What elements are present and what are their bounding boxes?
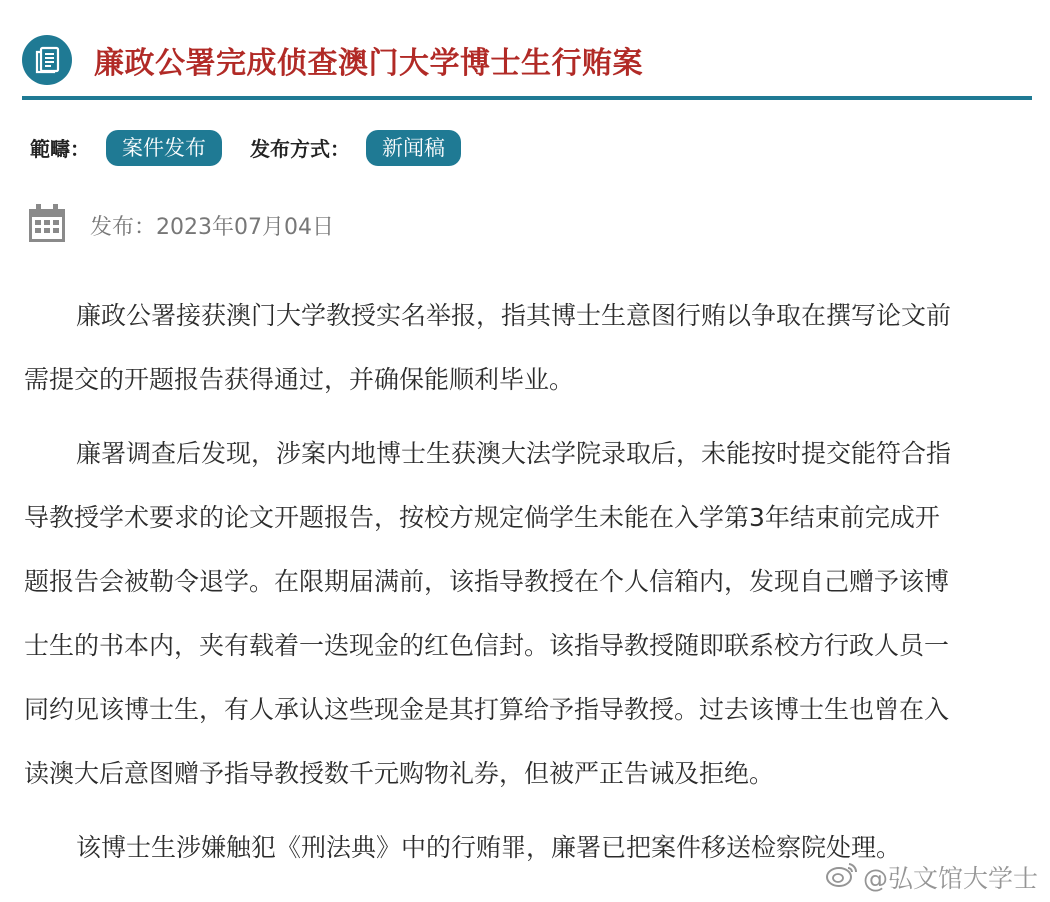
paragraph (24, 422, 1034, 806)
publish-method-tag[interactable]: 新闻稿 (366, 130, 461, 166)
paragraph-line: 廉署调查后发现，涉案内地博士生获澳大法学院录取后，未能按时提交能符合指 (76, 439, 952, 468)
document-icon (22, 35, 72, 85)
publish-method-label: 发布方式： (250, 137, 350, 161)
watermark-text: @弘文馆大学士 (862, 864, 1038, 893)
paragraph-line: 需提交的开题报告获得通过，并确保能顺利毕业。 (24, 365, 575, 394)
publish-date: 发布：2023年07月04日 (90, 214, 334, 240)
category-label: 範疇： (30, 137, 90, 161)
paragraph-line: 该博士生涉嫌触犯《刑法典》中的行贿罪，廉署已把案件移送检察院处理。 (76, 833, 902, 862)
date-row (28, 204, 334, 246)
paragraph-line: 士生的书本内，夹有载着一迭现金的红色信封。该指导教授随即联系校方行政人员一 (24, 631, 950, 660)
paragraph-line: 题报告会被勒令退学。在限期届满前，该指导教授在个人信箱内，发现自己赠予该博 (24, 567, 950, 596)
article-body (24, 284, 1034, 890)
title-row (22, 34, 1032, 86)
calendar-icon (28, 203, 66, 247)
paragraph-line: 廉政公署接获澳门大学教授实名举报，指其博士生意图行贿以争取在撰写论文前 (76, 301, 952, 330)
page-title: 廉政公署完成侦查澳门大学博士生行贿案 (94, 46, 643, 81)
paragraph-line: 导教授学术要求的论文开题报告，按校方规定倘学生未能在入学第3年结束前完成开 (24, 503, 940, 532)
meta-row (30, 129, 461, 166)
paragraph-line: 同约见该博士生，有人承认这些现金是其打算给予指导教授。过去该博士生也曾在入 (24, 695, 950, 724)
title-divider (22, 96, 1032, 100)
weibo-icon (825, 860, 859, 894)
watermark (825, 860, 1038, 894)
category-tag[interactable]: 案件发布 (106, 130, 222, 166)
paragraph (24, 284, 1034, 412)
paragraph-line: 读澳大后意图赠予指导教授数千元购物礼券，但被严正告诫及拒绝。 (24, 759, 775, 788)
